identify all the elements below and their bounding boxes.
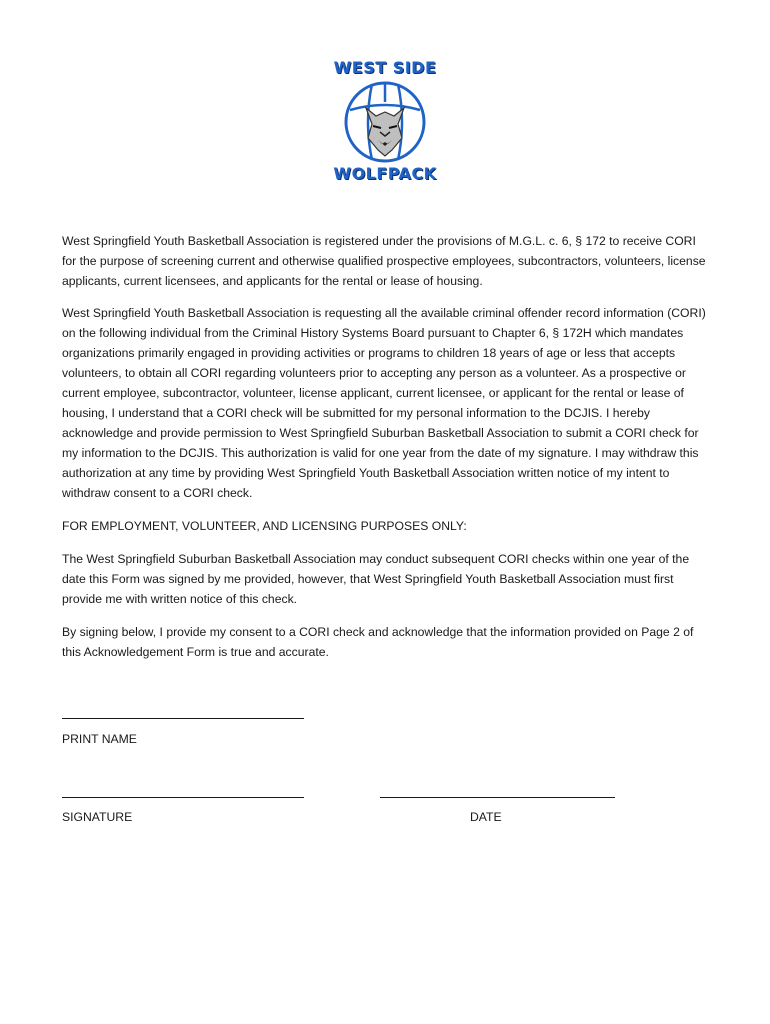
wolf-basketball-icon: [342, 80, 428, 164]
print-name-line[interactable]: [62, 718, 304, 719]
subsequent-checks-paragraph: The West Springfield Suburban Basketball Association may conduct subsequent CORI checks within one year of the date this Form was signed by me provided, however, that West Springfield Youth Basketball Association must first provide me with written notice of this check.: [62, 552, 690, 606]
print-name-label: PRINT NAME: [62, 732, 137, 746]
purposes-heading: FOR EMPLOYMENT, VOLUNTEER, AND LICENSING PURPOSES ONLY:: [62, 519, 467, 533]
organization-logo: [320, 54, 450, 186]
date-line[interactable]: [380, 797, 615, 798]
signature-label: SIGNATURE: [62, 810, 133, 824]
signature-line[interactable]: [62, 797, 304, 798]
logo-bottom-text: WOLFPACK: [333, 164, 437, 183]
registration-paragraph: West Springfield Youth Basketball Association is registered under the provisions of M.G.L. c. 6, § 172 to receive CORI for the purpose of screening current and otherwise qualified prospective employees, subcontractors, volunteers, license applicants, current licensees, and applicants for the rental or lease of housing.: [62, 234, 706, 288]
date-label: DATE: [470, 810, 502, 824]
consent-paragraph: By signing below, I provide my consent to a CORI check and acknowledge that the information provided on Page 2 of this Acknowledgement Form is true and accurate.: [62, 625, 694, 659]
logo-top-text: WEST SIDE: [333, 58, 437, 77]
cori-request-paragraph: West Springfield Youth Basketball Association is requesting all the available criminal offender record information (CORI) on the following individual from the Criminal History Systems Board pursuant to Chapter 6, § 172H which mandates organizations primarily engaged in providing activities or programs to children 18 years of age or less that accepts volunteers, to obtain all CORI regarding volunteers prior to accepting any person as a volunteer. As a prospective or current employee, subcontractor, volunteer, license applicant, current licensee, or applicant for the rental or lease of housing, I understand that a CORI check will be submitted for my personal information to the DCJIS. I hereby acknowledge and provide permission to West Springfield Suburban Basketball Association to submit a CORI check for my information to the DCJIS. This authorization is valid for one year from the date of my signature. I may withdraw this authorization at any time by providing West Springfield Youth Basketball Association written notice of my intent to withdraw consent to a CORI check.: [62, 306, 706, 500]
